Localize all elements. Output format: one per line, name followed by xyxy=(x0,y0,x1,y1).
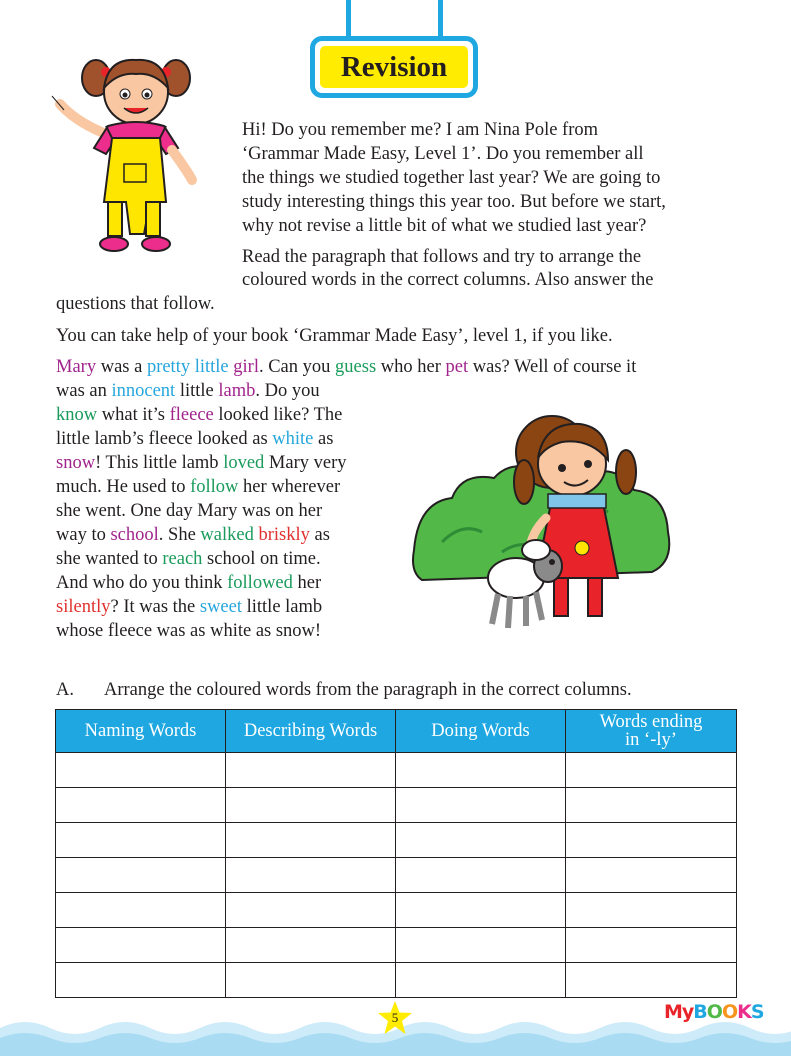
answer-cell[interactable] xyxy=(56,823,226,858)
answer-cell[interactable] xyxy=(226,963,396,998)
instruction-line: Read the paragraph that follows and try to arrange the xyxy=(242,247,642,267)
coloured-word-verb: followed xyxy=(227,573,293,593)
answer-cell[interactable] xyxy=(566,788,737,823)
story-text: little lamb’s fleece looked as xyxy=(56,429,273,449)
coloured-word-noun: school xyxy=(110,525,159,545)
coloured-word-adj: white xyxy=(272,429,314,449)
story-text: ! This little lamb xyxy=(95,453,224,473)
answer-cell[interactable] xyxy=(226,858,396,893)
answer-cell[interactable] xyxy=(226,893,396,928)
answer-cell[interactable] xyxy=(396,753,566,788)
story-text: her xyxy=(292,573,322,593)
coloured-word-adv: silently xyxy=(56,597,111,617)
table-header-row xyxy=(56,710,737,753)
story-text: way to xyxy=(56,525,111,545)
answer-cell[interactable] xyxy=(56,928,226,963)
table-row xyxy=(56,753,737,788)
story-text: And who do you think xyxy=(56,573,228,593)
table-row xyxy=(56,823,737,858)
story-text: . Do you xyxy=(255,381,320,401)
story-text: much. He used to xyxy=(56,477,191,497)
coloured-word-adj: pretty xyxy=(146,357,191,377)
answer-cell[interactable] xyxy=(566,893,737,928)
logo-letter: O xyxy=(721,1001,738,1023)
coloured-word-verb: know xyxy=(56,405,98,425)
coloured-word-verb: guess xyxy=(335,357,377,377)
page-number: 5 xyxy=(391,1010,399,1025)
intro-line: why not revise a little bit of what we studied last year? xyxy=(242,216,647,236)
story-text: she went. One day Mary was on her xyxy=(56,501,323,521)
logo-letter: B xyxy=(693,1001,707,1023)
coloured-word-noun: fleece xyxy=(169,405,214,425)
logo-letter: K xyxy=(737,1001,751,1023)
intro-line: study interesting things this year too. But before we start, xyxy=(242,192,666,212)
logo-letter: O xyxy=(706,1001,722,1023)
table-row xyxy=(56,928,737,963)
intro-paragraph xyxy=(242,118,742,238)
title-sign xyxy=(310,36,478,98)
answer-cell[interactable] xyxy=(56,788,226,823)
answer-cell[interactable] xyxy=(396,823,566,858)
story-line xyxy=(56,355,736,379)
coloured-word-noun: girl xyxy=(233,357,259,377)
answer-cell[interactable] xyxy=(226,928,396,963)
coloured-word-noun: Mary xyxy=(56,357,97,377)
story-line xyxy=(56,379,736,403)
word-columns-table xyxy=(55,709,737,998)
coloured-word-adj: little xyxy=(194,357,229,377)
table-row xyxy=(56,963,737,998)
story-text: her wherever xyxy=(238,477,341,497)
logo-my: My xyxy=(664,1001,694,1023)
story-text: . She xyxy=(158,525,201,545)
answer-cell[interactable] xyxy=(226,823,396,858)
table-row xyxy=(56,858,737,893)
coloured-word-adv: briskly xyxy=(258,525,310,545)
answer-cell[interactable] xyxy=(566,928,737,963)
column-header-naming-words: Naming Words xyxy=(56,710,226,753)
instruction-line: questions that follow. xyxy=(56,294,215,314)
answer-cell[interactable] xyxy=(56,963,226,998)
answer-cell[interactable] xyxy=(226,753,396,788)
exercise-letter: A. xyxy=(56,680,74,700)
coloured-word-noun: lamb xyxy=(218,381,256,401)
coloured-word-adj: innocent xyxy=(111,381,176,401)
intro-line: Hi! Do you remember me? I am Nina Pole from xyxy=(242,120,599,140)
coloured-word-verb: reach xyxy=(162,549,203,569)
story-text: was a xyxy=(96,357,147,377)
story-text: she wanted to xyxy=(56,549,163,569)
answer-cell[interactable] xyxy=(56,858,226,893)
page-number-star xyxy=(377,1000,413,1036)
story-text: what it’s xyxy=(97,405,170,425)
answer-cell[interactable] xyxy=(226,788,396,823)
answer-cell[interactable] xyxy=(396,788,566,823)
answer-cell[interactable] xyxy=(566,963,737,998)
story-text: ? It was the xyxy=(110,597,200,617)
answer-cell[interactable] xyxy=(396,928,566,963)
column-header-ly-words xyxy=(566,710,737,753)
exercise-prompt: Arrange the coloured words from the paragraph in the correct columns. xyxy=(104,680,632,700)
story-text: was? Well of course it xyxy=(468,357,637,377)
answer-cell[interactable] xyxy=(396,963,566,998)
story-text: looked like? The xyxy=(213,405,343,425)
story-text: . Can you xyxy=(258,357,336,377)
story-text: as xyxy=(313,429,334,449)
story-text: school on time. xyxy=(202,549,321,569)
story-text: little lamb xyxy=(242,597,323,617)
column-header-ly-line1: Words ending xyxy=(599,712,703,732)
table-row xyxy=(56,788,737,823)
intro-line: ‘Grammar Made Easy, Level 1’. Do you remember all xyxy=(242,144,644,164)
nina-waving-illustration xyxy=(46,52,206,254)
story-text: little xyxy=(175,381,219,401)
story-text: whose fleece was as white as snow! xyxy=(56,621,322,641)
story-text: Mary very xyxy=(264,453,347,473)
answer-cell[interactable] xyxy=(396,858,566,893)
page-title: Revision xyxy=(320,46,468,88)
answer-cell[interactable] xyxy=(566,858,737,893)
story-text: who her xyxy=(376,357,446,377)
mybooks-logo xyxy=(664,1001,764,1023)
story-text: as xyxy=(309,525,330,545)
answer-cell[interactable] xyxy=(396,893,566,928)
help-text: You can take help of your book ‘Grammar Made Easy’, level 1, if you like. xyxy=(56,326,613,346)
answer-cell[interactable] xyxy=(56,893,226,928)
coloured-word-noun: pet xyxy=(445,357,469,377)
column-header-ly-line2: in ‘-ly’ xyxy=(625,730,677,750)
mary-and-lamb-illustration xyxy=(412,402,674,634)
answer-cell[interactable] xyxy=(566,753,737,788)
answer-cell[interactable] xyxy=(56,753,226,788)
coloured-word-verb: walked xyxy=(200,525,254,545)
logo-letter: S xyxy=(750,1001,764,1023)
table-row xyxy=(56,893,737,928)
coloured-word-adj: sweet xyxy=(199,597,242,617)
coloured-word-verb: follow xyxy=(190,477,239,497)
intro-line: the things we studied together last year? We are going to xyxy=(242,168,661,188)
coloured-word-verb: loved xyxy=(223,453,265,473)
column-header-doing-words: Doing Words xyxy=(396,710,566,753)
answer-cell[interactable] xyxy=(566,823,737,858)
coloured-word-noun: snow xyxy=(56,453,96,473)
instruction-line: coloured words in the correct columns. Also answer the xyxy=(242,270,654,290)
story-text: was an xyxy=(56,381,112,401)
column-header-describing-words: Describing Words xyxy=(226,710,396,753)
